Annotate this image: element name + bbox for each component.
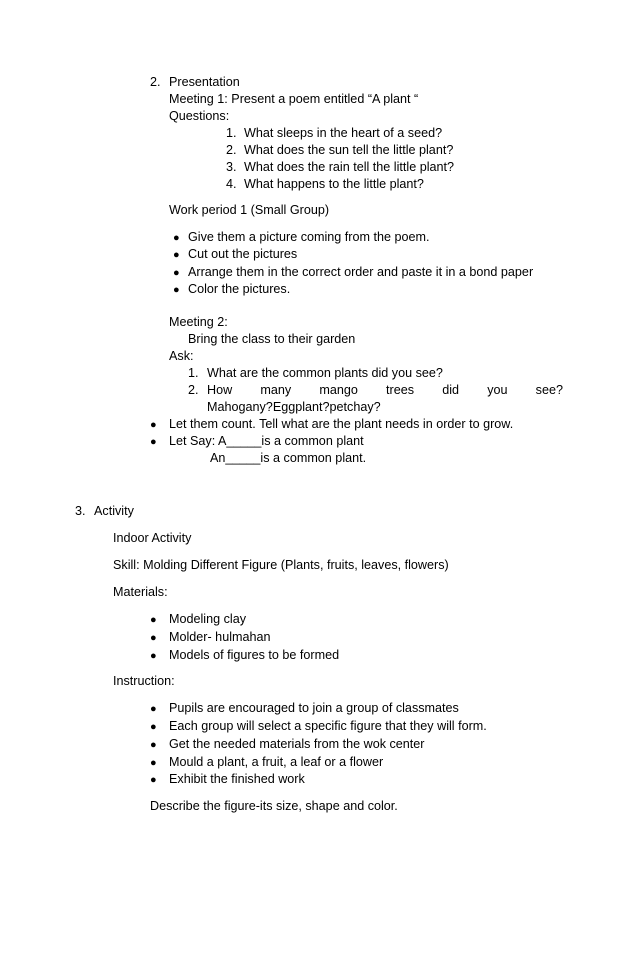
describe-line: Describe the figure-its size, shape and color.: [150, 799, 398, 813]
list-item: Get the needed materials from the wok center: [169, 737, 425, 751]
questions-label: Questions:: [169, 109, 230, 123]
list-item: Exhibit the finished work: [169, 772, 305, 786]
ask-word: you: [487, 383, 508, 397]
instruction-label: Instruction:: [113, 674, 175, 688]
bullet-icon: ●: [150, 419, 157, 431]
bullet-icon: ●: [150, 757, 157, 769]
meeting-2-label: Meeting 2:: [169, 315, 228, 329]
question-text: What happens to the little plant?: [244, 177, 424, 191]
list-item: Modeling clay: [169, 612, 247, 626]
list-item: Give them a picture coming from the poem.: [188, 230, 430, 244]
question-number: 2.: [226, 143, 237, 157]
bullet-icon: ●: [150, 650, 157, 662]
bullet-icon: ●: [150, 436, 157, 448]
list-item: Let Say: A_____is a common plant: [169, 434, 364, 448]
bullet-icon: ●: [173, 284, 180, 296]
list-item: Pupils are encouraged to join a group of classmates: [169, 701, 459, 715]
bullet-icon: ●: [173, 232, 180, 244]
question-number: 3.: [226, 160, 237, 174]
ask-word: did: [442, 383, 460, 397]
ask-word: see?: [535, 383, 563, 397]
list-item: Arrange them in the correct order and paste it in a bond paper: [188, 265, 534, 279]
section-heading: Presentation: [169, 75, 240, 89]
garden-line: Bring the class to their garden: [188, 332, 356, 346]
ask-continuation: Mahogany?Eggplant?petchay?: [207, 400, 381, 414]
bullet-icon: ●: [150, 774, 157, 786]
say-continuation: An_____is a common plant.: [210, 451, 367, 465]
list-item: Let them count. Tell what are the plant needs in order to grow.: [169, 417, 514, 431]
bullet-icon: ●: [150, 632, 157, 644]
question-text: What sleeps in the heart of a seed?: [244, 126, 443, 140]
ask-justified-line: [207, 382, 563, 398]
bullet-icon: ●: [173, 249, 180, 261]
question-text: What does the sun tell the little plant?: [244, 143, 454, 157]
ask-number: 2.: [188, 383, 199, 397]
bullet-icon: ●: [150, 721, 157, 733]
ask-number: 1.: [188, 366, 199, 380]
list-item: Each group will select a specific figure that they will form.: [169, 719, 487, 733]
bullet-icon: ●: [150, 614, 157, 626]
indoor-activity-label: Indoor Activity: [113, 531, 192, 545]
meeting-1-line: Meeting 1: Present a poem entitled “A plant “: [169, 92, 419, 106]
ask-word: many: [260, 383, 292, 397]
work-period-heading: Work period 1 (Small Group): [169, 203, 330, 217]
question-number: 1.: [226, 126, 237, 140]
question-text: What does the rain tell the little plant?: [244, 160, 455, 174]
list-item: Cut out the pictures: [188, 247, 298, 261]
list-item: Molder- hulmahan: [169, 630, 271, 644]
section-number: 3.: [75, 504, 86, 518]
skill-line: Skill: Molding Different Figure (Plants, fruits, leaves, flowers): [113, 558, 449, 572]
bullet-icon: ●: [150, 739, 157, 751]
materials-label: Materials:: [113, 585, 168, 599]
list-item: Color the pictures.: [188, 282, 291, 296]
bullet-icon: ●: [173, 267, 180, 279]
ask-label: Ask:: [169, 349, 194, 363]
list-item: Models of figures to be formed: [169, 648, 340, 662]
ask-word: mango: [319, 383, 358, 397]
list-item: Mould a plant, a fruit, a leaf or a flower: [169, 755, 384, 769]
section-number: 2.: [150, 75, 161, 89]
bullet-icon: ●: [150, 703, 157, 715]
ask-word: How: [207, 383, 233, 397]
ask-word: trees: [386, 383, 415, 397]
ask-text: What are the common plants did you see?: [207, 366, 443, 380]
question-number: 4.: [226, 177, 237, 191]
section-heading: Activity: [94, 504, 134, 518]
